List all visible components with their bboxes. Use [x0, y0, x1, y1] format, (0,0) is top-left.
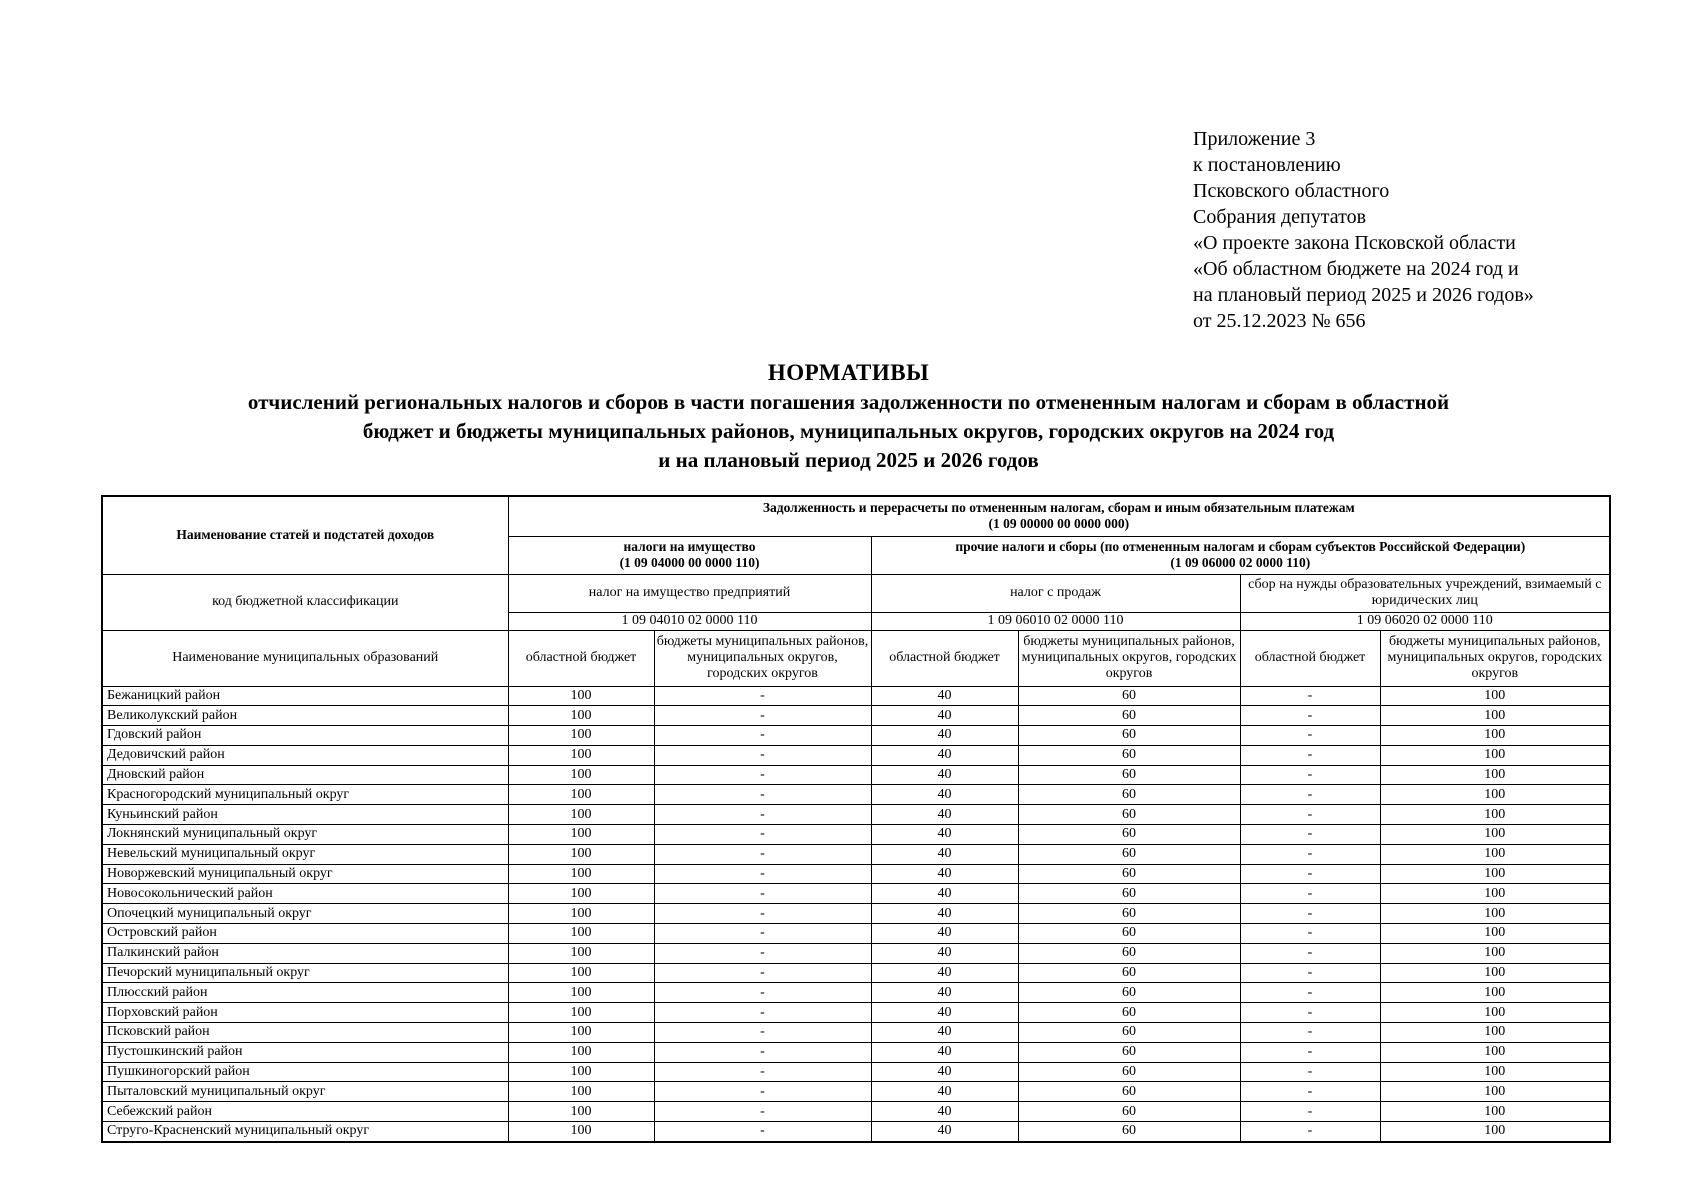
norm-value: 100 [1380, 745, 1610, 765]
norm-value: - [654, 884, 871, 904]
appendix-line: Приложение 3 [1193, 128, 1316, 150]
table-row [102, 1082, 1610, 1102]
appendix-line: «О проекте закона Псковской области [1193, 232, 1516, 254]
table-row [102, 983, 1610, 1003]
norm-value: 100 [508, 785, 654, 805]
norm-value: - [654, 805, 871, 825]
norm-value: 60 [1018, 1023, 1240, 1043]
title-sub-line: бюджет и бюджеты муниципальных районов, муниципальных округов, городских округов на 2024 год [362, 419, 1335, 443]
table-row [102, 706, 1610, 726]
norm-value: 100 [1380, 1042, 1610, 1062]
norm-value: 60 [1018, 844, 1240, 864]
table-row [102, 884, 1610, 904]
appendix-line: Псковского областного [1193, 180, 1390, 202]
norm-value: - [654, 1082, 871, 1102]
norm-value: - [1240, 1102, 1380, 1122]
header-municipal-budgets: бюджеты муниципальных районов, муниципальных округов, городских округов [1380, 630, 1610, 686]
norm-value: - [1240, 983, 1380, 1003]
norm-value: 40 [871, 805, 1018, 825]
norm-value: - [654, 785, 871, 805]
norm-value: - [654, 726, 871, 746]
appendix-line: «Об областном бюджете на 2024 год и [1193, 258, 1519, 280]
header-property-tax-label: налоги на имущество [623, 539, 756, 554]
norm-value: 40 [871, 943, 1018, 963]
header-income-items: Наименование статей и подстатей доходов [102, 496, 508, 574]
norm-value: - [654, 1122, 871, 1142]
norm-value: - [1240, 1082, 1380, 1102]
header-property-tax-code: (1 09 04000 00 0000 110) [619, 555, 760, 570]
municipality-name: Дедовичский район [102, 745, 508, 765]
norm-value: - [1240, 745, 1380, 765]
norm-value: 40 [871, 1042, 1018, 1062]
norm-value: - [1240, 943, 1380, 963]
norm-value: 60 [1018, 785, 1240, 805]
table-row [102, 805, 1610, 825]
table-row [102, 1003, 1610, 1023]
header-budget-class-code: код бюджетной классификации [102, 574, 508, 630]
header-education-fee: сбор на нужды образовательных учреждений, взимаемый с юридических лиц [1240, 574, 1610, 612]
table-row [102, 1042, 1610, 1062]
norm-value: 60 [1018, 1003, 1240, 1023]
norm-value: - [654, 943, 871, 963]
norm-value: 100 [508, 864, 654, 884]
header-other-taxes-code: (1 09 06000 02 0000 110) [1170, 555, 1311, 570]
norm-value: 40 [871, 983, 1018, 1003]
municipality-name: Опочецкий муниципальный округ [102, 904, 508, 924]
appendix-line: к постановлению [1193, 154, 1341, 176]
norm-value: 100 [508, 1122, 654, 1142]
norm-value: - [1240, 1062, 1380, 1082]
norm-value: 100 [508, 1003, 654, 1023]
municipality-name: Плюсский район [102, 983, 508, 1003]
norm-value: 100 [1380, 785, 1610, 805]
municipality-name: Новосокольнический район [102, 884, 508, 904]
norm-value: 100 [1380, 983, 1610, 1003]
header-regional-budget: областной бюджет [871, 630, 1018, 686]
header-debt-group [508, 496, 1610, 536]
table-row [102, 943, 1610, 963]
header-property-tax [508, 536, 871, 574]
table-row [102, 825, 1610, 845]
norm-value: - [654, 1023, 871, 1043]
norm-value: 100 [508, 943, 654, 963]
norm-value: 100 [508, 904, 654, 924]
norm-value: 100 [508, 686, 654, 706]
norm-value: 60 [1018, 884, 1240, 904]
table-row [102, 785, 1610, 805]
norm-value: 60 [1018, 805, 1240, 825]
municipality-name: Красногородский муниципальный округ [102, 785, 508, 805]
norm-value: - [1240, 825, 1380, 845]
norm-value: 40 [871, 745, 1018, 765]
header-regional-budget: областной бюджет [508, 630, 654, 686]
norm-value: 60 [1018, 924, 1240, 944]
header-code: 1 09 04010 02 0000 110 [508, 612, 871, 630]
table-row [102, 765, 1610, 785]
norm-value: 100 [508, 963, 654, 983]
appendix-line: от 25.12.2023 № 656 [1193, 310, 1366, 332]
norm-value: - [654, 686, 871, 706]
header-sales-tax: налог с продаж [871, 574, 1240, 612]
table-row [102, 963, 1610, 983]
municipality-name: Невельский муниципальный округ [102, 844, 508, 864]
norm-value: 100 [508, 825, 654, 845]
norm-value: 60 [1018, 745, 1240, 765]
table-row [102, 904, 1610, 924]
municipality-name: Новоржевский муниципальный округ [102, 864, 508, 884]
norm-value: 100 [1380, 1082, 1610, 1102]
norm-value: 40 [871, 904, 1018, 924]
municipality-name: Пушкиногорский район [102, 1062, 508, 1082]
table-row [102, 726, 1610, 746]
norm-value: 100 [1380, 963, 1610, 983]
norm-value: 40 [871, 726, 1018, 746]
norm-value: - [1240, 864, 1380, 884]
norm-value: 100 [1380, 943, 1610, 963]
norm-value: 100 [508, 1102, 654, 1122]
table-row [102, 686, 1610, 706]
norm-value: 100 [508, 765, 654, 785]
norm-value: 40 [871, 765, 1018, 785]
norm-value: 100 [508, 884, 654, 904]
header-municipal-names: Наименование муниципальных образований [102, 630, 508, 686]
table-row [102, 1102, 1610, 1122]
norm-value: - [654, 706, 871, 726]
norm-value: 100 [1380, 765, 1610, 785]
norm-value: 100 [508, 1023, 654, 1043]
norm-value: 100 [508, 1082, 654, 1102]
norm-value: - [654, 825, 871, 845]
header-other-taxes [871, 536, 1610, 574]
norm-value: - [654, 1042, 871, 1062]
norm-value: 60 [1018, 1122, 1240, 1142]
norm-value: 100 [1380, 1102, 1610, 1122]
norm-value: 100 [1380, 1062, 1610, 1082]
norm-value: 40 [871, 686, 1018, 706]
header-enterprise-property-tax: налог на имущество предприятий [508, 574, 871, 612]
header-municipal-budgets: бюджеты муниципальных районов, муниципальных округов, городских округов [1018, 630, 1240, 686]
norm-value: 60 [1018, 706, 1240, 726]
norm-value: 40 [871, 963, 1018, 983]
norm-value: - [654, 924, 871, 944]
norm-value: 60 [1018, 825, 1240, 845]
table-row [102, 1023, 1610, 1043]
norm-value: 60 [1018, 983, 1240, 1003]
norm-value: 40 [871, 864, 1018, 884]
norm-value: 40 [871, 1062, 1018, 1082]
norm-value: 100 [1380, 844, 1610, 864]
norm-value: 60 [1018, 726, 1240, 746]
norm-value: 100 [1380, 706, 1610, 726]
norm-value: 60 [1018, 904, 1240, 924]
norm-value: - [1240, 785, 1380, 805]
norm-value: - [654, 864, 871, 884]
norm-value: 100 [1380, 805, 1610, 825]
table-body [102, 686, 1610, 1142]
header-debt-group-label: Задолженность и перерасчеты по отмененным налогам, сборам и иным обязательным платежам [762, 500, 1355, 516]
norm-value: - [654, 1003, 871, 1023]
norm-value: 100 [1380, 1003, 1610, 1023]
norm-value: 100 [508, 1042, 654, 1062]
norm-value: 40 [871, 844, 1018, 864]
norm-value: 100 [508, 745, 654, 765]
appendix-line: на плановый период 2025 и 2026 годов» [1193, 284, 1534, 306]
appendix-note [1193, 126, 1673, 334]
title-sub-line: и на плановый период 2025 и 2026 годов [658, 448, 1039, 472]
title-main: НОРМАТИВЫ [767, 360, 930, 385]
header-debt-group-code: (1 09 00000 00 0000 000) [988, 516, 1130, 532]
municipality-name: Великолукский район [102, 706, 508, 726]
municipality-name: Куньинский район [102, 805, 508, 825]
norm-value: - [1240, 1003, 1380, 1023]
table-row [102, 1122, 1610, 1142]
table-row [102, 924, 1610, 944]
municipality-name: Печорский муниципальный округ [102, 963, 508, 983]
appendix-line: Собрания депутатов [1193, 206, 1367, 228]
norm-value: 100 [1380, 884, 1610, 904]
norm-value: - [1240, 765, 1380, 785]
norm-value: 100 [1380, 924, 1610, 944]
norm-value: - [1240, 1042, 1380, 1062]
table-row [102, 1062, 1610, 1082]
norm-value: - [654, 1102, 871, 1122]
header-regional-budget: областной бюджет [1240, 630, 1380, 686]
norm-value: - [654, 904, 871, 924]
norm-value: - [1240, 805, 1380, 825]
title-sub-line: отчислений региональных налогов и сборов в части погашения задолженности по отмененным налогам и сборам в областной [247, 390, 1450, 414]
norm-value: - [654, 1062, 871, 1082]
norm-value: 100 [508, 1062, 654, 1082]
norm-value: - [1240, 904, 1380, 924]
norm-value: 40 [871, 706, 1018, 726]
norms-table [101, 495, 1611, 1143]
norm-value: - [1240, 884, 1380, 904]
norm-value: 60 [1018, 963, 1240, 983]
municipality-name: Локнянский муниципальный округ [102, 825, 508, 845]
norm-value: 100 [1380, 1023, 1610, 1043]
norm-value: 100 [508, 844, 654, 864]
norm-value: - [1240, 706, 1380, 726]
norm-value: - [654, 745, 871, 765]
norm-value: - [1240, 726, 1380, 746]
norm-value: - [1240, 1023, 1380, 1043]
municipality-name: Струго-Красненский муниципальный округ [102, 1122, 508, 1142]
norm-value: 60 [1018, 1042, 1240, 1062]
norm-value: 60 [1018, 1102, 1240, 1122]
norm-value: 60 [1018, 765, 1240, 785]
norm-value: 40 [871, 1122, 1018, 1142]
header-municipal-budgets: бюджеты муниципальных районов, муниципальных округов, городских округов [654, 630, 871, 686]
norm-value: - [1240, 686, 1380, 706]
norm-value: 100 [508, 983, 654, 1003]
norm-value: 60 [1018, 943, 1240, 963]
norm-value: - [1240, 963, 1380, 983]
norm-value: 60 [1018, 864, 1240, 884]
municipality-name: Пыталовский муниципальный округ [102, 1082, 508, 1102]
norm-value: 40 [871, 1082, 1018, 1102]
municipality-name: Псковский район [102, 1023, 508, 1043]
header-code: 1 09 06020 02 0000 110 [1240, 612, 1610, 630]
table-row [102, 864, 1610, 884]
municipality-name: Пустошкинский район [102, 1042, 508, 1062]
table-row [102, 745, 1610, 765]
norm-value: 100 [508, 726, 654, 746]
norm-value: 100 [1380, 825, 1610, 845]
norm-value: 100 [508, 706, 654, 726]
municipality-name: Дновский район [102, 765, 508, 785]
municipality-name: Гдовский район [102, 726, 508, 746]
header-other-taxes-label: прочие налоги и сборы (по отмененным налогам и сборам субъектов Российской Федерации) [955, 539, 1526, 554]
municipality-name: Себежский район [102, 1102, 508, 1122]
municipality-name: Бежаницкий район [102, 686, 508, 706]
document-title [80, 358, 1617, 475]
table-row [102, 844, 1610, 864]
norm-value: - [654, 983, 871, 1003]
norm-value: 100 [508, 924, 654, 944]
norm-value: - [1240, 1122, 1380, 1142]
norm-value: 40 [871, 884, 1018, 904]
norm-value: 100 [1380, 686, 1610, 706]
municipality-name: Островский район [102, 924, 508, 944]
norm-value: 40 [871, 1023, 1018, 1043]
norm-value: 100 [1380, 726, 1610, 746]
norm-value: 60 [1018, 1082, 1240, 1102]
norm-value: 40 [871, 924, 1018, 944]
norm-value: 100 [508, 805, 654, 825]
norm-value: - [654, 963, 871, 983]
header-code: 1 09 06010 02 0000 110 [871, 612, 1240, 630]
norm-value: 40 [871, 1102, 1018, 1122]
norm-value: 40 [871, 1003, 1018, 1023]
norm-value: 60 [1018, 686, 1240, 706]
norm-value: 100 [1380, 864, 1610, 884]
norm-value: 40 [871, 825, 1018, 845]
norm-value: 100 [1380, 1122, 1610, 1142]
municipality-name: Порховский район [102, 1003, 508, 1023]
norm-value: 40 [871, 785, 1018, 805]
norm-value: 100 [1380, 904, 1610, 924]
norm-value: - [654, 765, 871, 785]
norm-value: - [654, 844, 871, 864]
norm-value: - [1240, 844, 1380, 864]
norm-value: - [1240, 924, 1380, 944]
municipality-name: Палкинский район [102, 943, 508, 963]
norm-value: 60 [1018, 1062, 1240, 1082]
